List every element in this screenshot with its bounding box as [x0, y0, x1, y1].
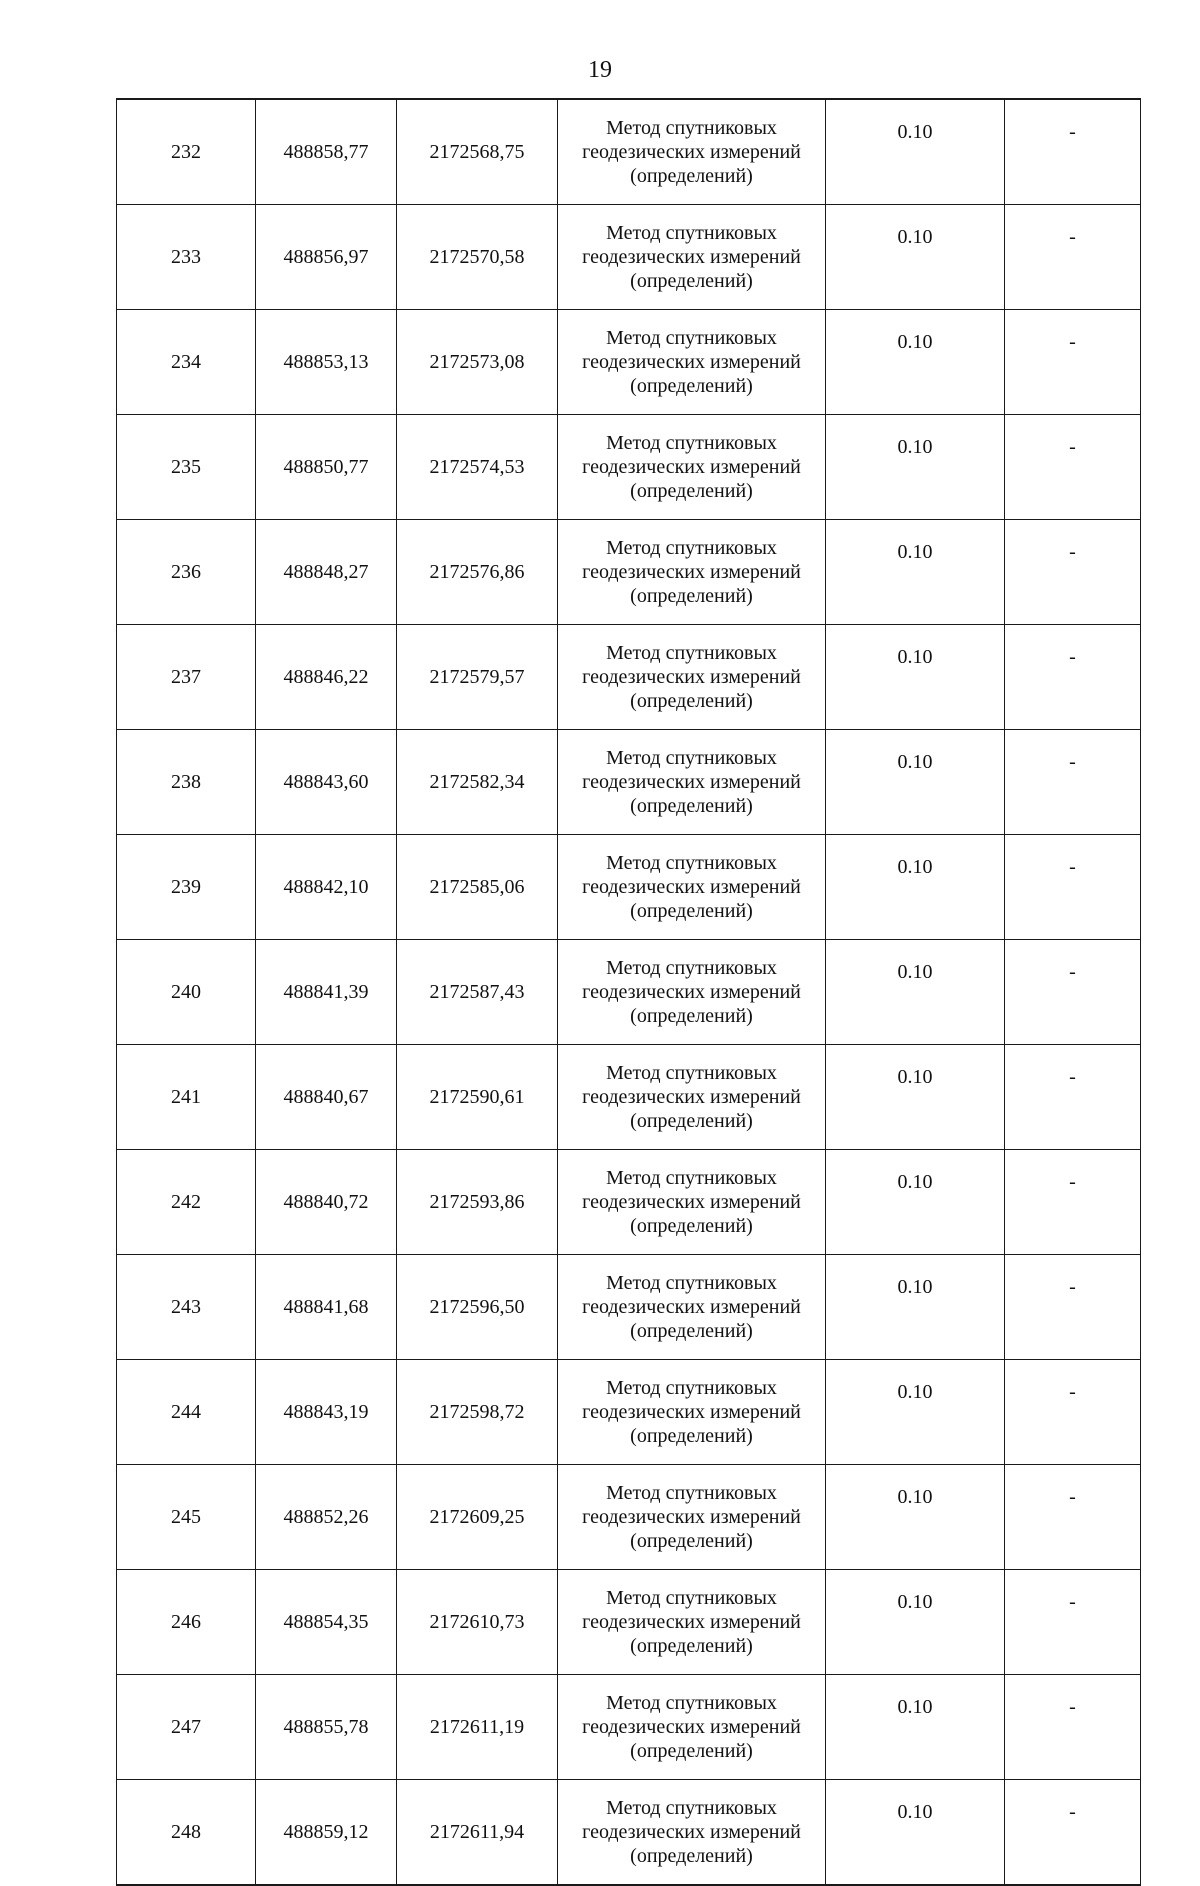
method-cell — [558, 1255, 826, 1360]
method-cell — [558, 940, 826, 1045]
note-cell: - — [1005, 205, 1141, 310]
point-number-cell: 234 — [117, 310, 256, 415]
method-line-2: геодезических измерений — [582, 771, 801, 793]
x-coordinate-cell: 488846,22 — [256, 625, 397, 730]
method-line-1: Метод спутниковых — [606, 642, 777, 664]
note-cell: - — [1005, 835, 1141, 940]
method-cell — [558, 310, 826, 415]
method-cell — [558, 1570, 826, 1675]
accuracy-cell: 0.10 — [826, 99, 1005, 205]
y-coordinate-cell: 2172582,34 — [397, 730, 558, 835]
coordinates-table-body — [117, 99, 1141, 1885]
method-cell — [558, 835, 826, 940]
note-cell: - — [1005, 99, 1141, 205]
method-line-2: геодезических измерений — [582, 1821, 801, 1843]
x-coordinate-cell: 488840,67 — [256, 1045, 397, 1150]
table-row — [117, 415, 1141, 520]
point-number-cell: 243 — [117, 1255, 256, 1360]
table-row — [117, 1255, 1141, 1360]
point-number-cell: 238 — [117, 730, 256, 835]
x-coordinate-cell: 488841,68 — [256, 1255, 397, 1360]
table-row — [117, 625, 1141, 730]
method-line-1: Метод спутниковых — [606, 1062, 777, 1084]
method-line-2: геодезических измерений — [582, 351, 801, 373]
method-cell — [558, 1780, 826, 1886]
y-coordinate-cell: 2172610,73 — [397, 1570, 558, 1675]
x-coordinate-cell: 488855,78 — [256, 1675, 397, 1780]
x-coordinate-cell: 488853,13 — [256, 310, 397, 415]
table-row — [117, 310, 1141, 415]
method-line-2: геодезических измерений — [582, 1086, 801, 1108]
note-cell: - — [1005, 1570, 1141, 1675]
method-line-2: геодезических измерений — [582, 1296, 801, 1318]
method-cell — [558, 1150, 826, 1255]
method-line-3: (определений) — [630, 900, 753, 922]
table-row — [117, 1675, 1141, 1780]
table-row — [117, 1150, 1141, 1255]
table-row — [117, 1045, 1141, 1150]
method-cell — [558, 1465, 826, 1570]
method-cell — [558, 1675, 826, 1780]
point-number-cell: 241 — [117, 1045, 256, 1150]
method-cell — [558, 99, 826, 205]
method-line-3: (определений) — [630, 1740, 753, 1762]
accuracy-cell: 0.10 — [826, 835, 1005, 940]
table-row — [117, 940, 1141, 1045]
x-coordinate-cell: 488843,19 — [256, 1360, 397, 1465]
point-number-cell: 248 — [117, 1780, 256, 1886]
method-cell — [558, 205, 826, 310]
method-line-2: геодезических измерений — [582, 1506, 801, 1528]
method-line-3: (определений) — [630, 1320, 753, 1342]
method-line-3: (определений) — [630, 1110, 753, 1132]
x-coordinate-cell: 488850,77 — [256, 415, 397, 520]
accuracy-cell: 0.10 — [826, 730, 1005, 835]
y-coordinate-cell: 2172573,08 — [397, 310, 558, 415]
point-number-cell: 233 — [117, 205, 256, 310]
point-number-cell: 242 — [117, 1150, 256, 1255]
method-line-1: Метод спутниковых — [606, 1692, 777, 1714]
y-coordinate-cell: 2172598,72 — [397, 1360, 558, 1465]
method-line-2: геодезических измерений — [582, 141, 801, 163]
method-line-1: Метод спутниковых — [606, 222, 777, 244]
accuracy-cell: 0.10 — [826, 520, 1005, 625]
note-cell: - — [1005, 310, 1141, 415]
table-row — [117, 1780, 1141, 1886]
point-number-cell: 245 — [117, 1465, 256, 1570]
method-line-1: Метод спутниковых — [606, 1797, 777, 1819]
table-row — [117, 835, 1141, 940]
accuracy-cell: 0.10 — [826, 1780, 1005, 1886]
method-line-3: (определений) — [630, 1425, 753, 1447]
point-number-cell: 235 — [117, 415, 256, 520]
accuracy-cell: 0.10 — [826, 205, 1005, 310]
note-cell: - — [1005, 1465, 1141, 1570]
method-line-3: (определений) — [630, 690, 753, 712]
method-line-3: (определений) — [630, 375, 753, 397]
note-cell: - — [1005, 1675, 1141, 1780]
method-line-3: (определений) — [630, 165, 753, 187]
y-coordinate-cell: 2172593,86 — [397, 1150, 558, 1255]
method-line-2: геодезических измерений — [582, 981, 801, 1003]
method-line-1: Метод спутниковых — [606, 1167, 777, 1189]
point-number-cell: 239 — [117, 835, 256, 940]
method-cell — [558, 730, 826, 835]
method-line-3: (определений) — [630, 1530, 753, 1552]
y-coordinate-cell: 2172570,58 — [397, 205, 558, 310]
method-line-1: Метод спутниковых — [606, 1272, 777, 1294]
x-coordinate-cell: 488858,77 — [256, 99, 397, 205]
accuracy-cell: 0.10 — [826, 1465, 1005, 1570]
method-line-3: (определений) — [630, 1845, 753, 1867]
method-line-1: Метод спутниковых — [606, 1377, 777, 1399]
table-row — [117, 1570, 1141, 1675]
y-coordinate-cell: 2172611,19 — [397, 1675, 558, 1780]
table-row — [117, 205, 1141, 310]
method-line-2: геодезических измерений — [582, 561, 801, 583]
y-coordinate-cell: 2172576,86 — [397, 520, 558, 625]
method-line-3: (определений) — [630, 1215, 753, 1237]
table-row — [117, 730, 1141, 835]
point-number-cell: 247 — [117, 1675, 256, 1780]
method-line-2: геодезических измерений — [582, 1191, 801, 1213]
method-line-1: Метод спутниковых — [606, 957, 777, 979]
point-number-cell: 244 — [117, 1360, 256, 1465]
note-cell: - — [1005, 940, 1141, 1045]
accuracy-cell: 0.10 — [826, 940, 1005, 1045]
method-line-2: геодезических измерений — [582, 1611, 801, 1633]
method-line-1: Метод спутниковых — [606, 852, 777, 874]
method-line-2: геодезических измерений — [582, 1401, 801, 1423]
point-number-cell: 237 — [117, 625, 256, 730]
method-line-1: Метод спутниковых — [606, 117, 777, 139]
y-coordinate-cell: 2172574,53 — [397, 415, 558, 520]
method-line-1: Метод спутниковых — [606, 1482, 777, 1504]
method-line-2: геодезических измерений — [582, 456, 801, 478]
y-coordinate-cell: 2172611,94 — [397, 1780, 558, 1886]
method-cell — [558, 1360, 826, 1465]
point-number-cell: 246 — [117, 1570, 256, 1675]
method-line-1: Метод спутниковых — [606, 747, 777, 769]
y-coordinate-cell: 2172590,61 — [397, 1045, 558, 1150]
method-line-2: геодезических измерений — [582, 666, 801, 688]
accuracy-cell: 0.10 — [826, 1045, 1005, 1150]
method-line-2: геодезических измерений — [582, 1716, 801, 1738]
note-cell: - — [1005, 1255, 1141, 1360]
accuracy-cell: 0.10 — [826, 1360, 1005, 1465]
method-line-1: Метод спутниковых — [606, 432, 777, 454]
method-line-3: (определений) — [630, 795, 753, 817]
y-coordinate-cell: 2172596,50 — [397, 1255, 558, 1360]
method-line-1: Метод спутниковых — [606, 327, 777, 349]
note-cell: - — [1005, 1360, 1141, 1465]
x-coordinate-cell: 488841,39 — [256, 940, 397, 1045]
table-row — [117, 99, 1141, 205]
method-line-3: (определений) — [630, 585, 753, 607]
note-cell: - — [1005, 520, 1141, 625]
point-number-cell: 240 — [117, 940, 256, 1045]
x-coordinate-cell: 488856,97 — [256, 205, 397, 310]
coordinates-table — [116, 98, 1141, 1886]
method-line-1: Метод спутниковых — [606, 1587, 777, 1609]
method-cell — [558, 520, 826, 625]
method-line-2: геодезических измерений — [582, 246, 801, 268]
method-cell — [558, 625, 826, 730]
y-coordinate-cell: 2172568,75 — [397, 99, 558, 205]
page-number: 19 — [588, 57, 612, 83]
accuracy-cell: 0.10 — [826, 1150, 1005, 1255]
method-line-3: (определений) — [630, 480, 753, 502]
method-cell — [558, 1045, 826, 1150]
x-coordinate-cell: 488852,26 — [256, 1465, 397, 1570]
accuracy-cell: 0.10 — [826, 310, 1005, 415]
method-line-2: геодезических измерений — [582, 876, 801, 898]
accuracy-cell: 0.10 — [826, 1255, 1005, 1360]
note-cell: - — [1005, 415, 1141, 520]
table-row — [117, 1360, 1141, 1465]
point-number-cell: 232 — [117, 99, 256, 205]
point-number-cell: 236 — [117, 520, 256, 625]
table-row — [117, 520, 1141, 625]
method-cell — [558, 415, 826, 520]
note-cell: - — [1005, 730, 1141, 835]
method-line-3: (определений) — [630, 1635, 753, 1657]
note-cell: - — [1005, 625, 1141, 730]
y-coordinate-cell: 2172579,57 — [397, 625, 558, 730]
method-line-1: Метод спутниковых — [606, 537, 777, 559]
y-coordinate-cell: 2172587,43 — [397, 940, 558, 1045]
x-coordinate-cell: 488843,60 — [256, 730, 397, 835]
x-coordinate-cell: 488854,35 — [256, 1570, 397, 1675]
y-coordinate-cell: 2172609,25 — [397, 1465, 558, 1570]
table-row — [117, 1465, 1141, 1570]
accuracy-cell: 0.10 — [826, 625, 1005, 730]
x-coordinate-cell: 488842,10 — [256, 835, 397, 940]
x-coordinate-cell: 488840,72 — [256, 1150, 397, 1255]
accuracy-cell: 0.10 — [826, 415, 1005, 520]
method-line-3: (определений) — [630, 270, 753, 292]
accuracy-cell: 0.10 — [826, 1675, 1005, 1780]
note-cell: - — [1005, 1780, 1141, 1886]
note-cell: - — [1005, 1150, 1141, 1255]
x-coordinate-cell: 488859,12 — [256, 1780, 397, 1886]
method-line-3: (определений) — [630, 1005, 753, 1027]
x-coordinate-cell: 488848,27 — [256, 520, 397, 625]
accuracy-cell: 0.10 — [826, 1570, 1005, 1675]
y-coordinate-cell: 2172585,06 — [397, 835, 558, 940]
note-cell: - — [1005, 1045, 1141, 1150]
